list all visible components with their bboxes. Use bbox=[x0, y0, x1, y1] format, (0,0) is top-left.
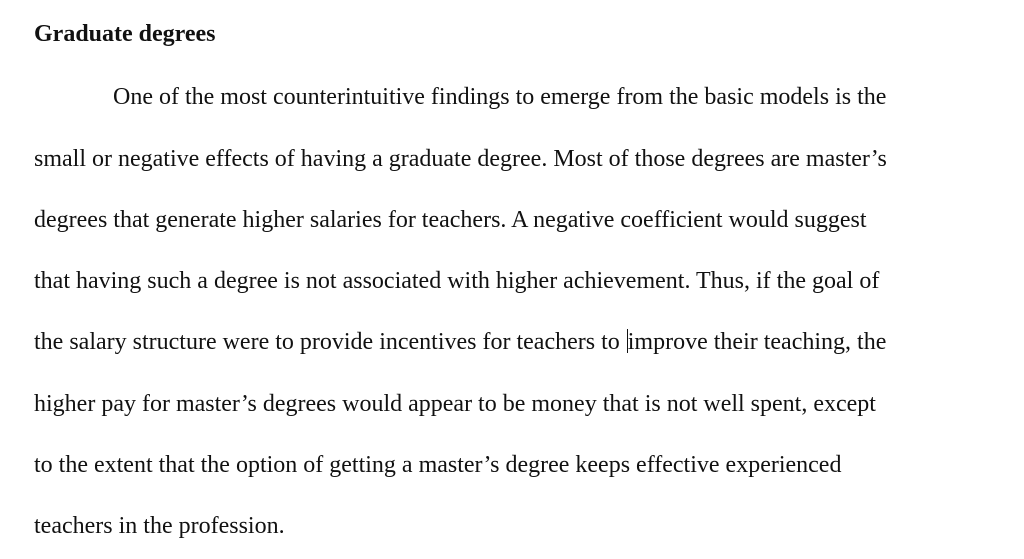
paragraph-line: that having such a degree is not associated with higher achievement. Thus, if the goal of bbox=[34, 268, 880, 294]
paragraph-line bbox=[34, 326, 886, 358]
paragraph-line: One of the most counterintuitive findings to emerge from the basic models is the bbox=[113, 84, 887, 110]
paragraph-line-segment: improve their teaching, the bbox=[627, 329, 887, 355]
paragraph-line: degrees that generate higher salaries for teachers. A negative coefficient would suggest bbox=[34, 207, 867, 233]
paragraph-line: to the extent that the option of getting a master’s degree keeps effective experienced bbox=[34, 452, 842, 478]
paragraph-line: teachers in the profession. bbox=[34, 513, 285, 539]
section-heading: Graduate degrees bbox=[34, 21, 216, 47]
paragraph-line: small or negative effects of having a graduate degree. Most of those degrees are master’s bbox=[34, 146, 887, 172]
paragraph-line: higher pay for master’s degrees would appear to be money that is not well spent, except bbox=[34, 391, 876, 417]
paragraph-line-segment: the salary structure were to provide incentives for teachers to bbox=[34, 329, 620, 355]
